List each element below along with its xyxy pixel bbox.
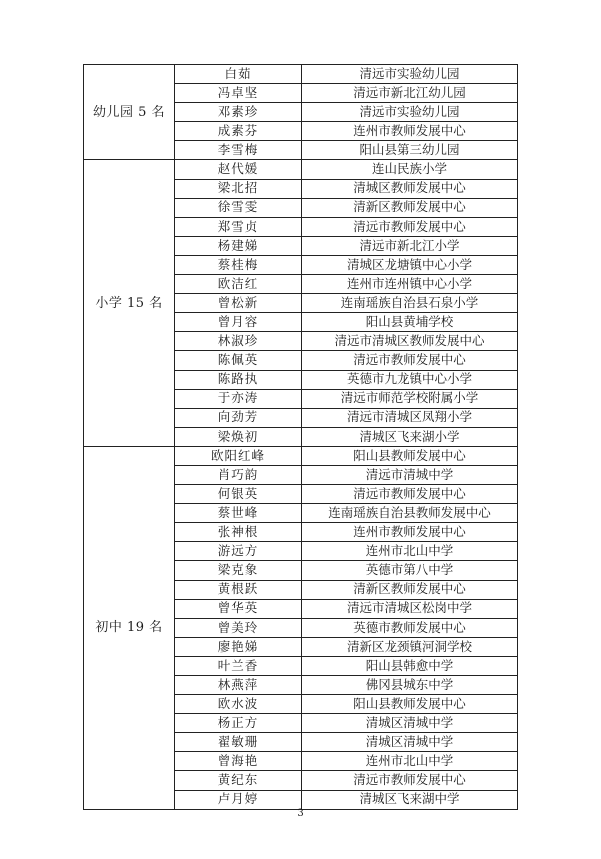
name-cell: 赵代媛 (175, 160, 302, 179)
organization-cell: 清远市清城区教师发展中心 (302, 332, 518, 351)
name-cell: 黄根跃 (175, 580, 302, 599)
organization-cell: 清城区清城中学 (302, 714, 518, 733)
table-row (84, 446, 518, 465)
name-cell: 曾海艳 (175, 752, 302, 771)
group-label-cell: 初中 19 名 (84, 446, 175, 809)
name-cell: 邓素珍 (175, 103, 302, 122)
organization-cell: 清城区清城中学 (302, 733, 518, 752)
name-cell: 于亦涛 (175, 389, 302, 408)
name-cell: 曾松新 (175, 294, 302, 313)
table-row (84, 65, 518, 84)
organization-cell: 清远市教师发展中心 (302, 351, 518, 370)
organization-cell: 佛冈县城东中学 (302, 676, 518, 695)
name-cell: 梁焕初 (175, 427, 302, 446)
organization-cell: 清新区教师发展中心 (302, 198, 518, 217)
organization-cell: 清城区龙塘镇中心小学 (302, 255, 518, 274)
name-cell: 欧洁红 (175, 275, 302, 294)
name-cell: 游远方 (175, 542, 302, 561)
organization-cell: 连州市北山中学 (302, 542, 518, 561)
name-cell: 杨正方 (175, 714, 302, 733)
name-cell: 杨建娣 (175, 236, 302, 255)
awardee-table-body (84, 65, 518, 810)
name-cell: 陈佩英 (175, 351, 302, 370)
name-cell: 廖艳娣 (175, 637, 302, 656)
organization-cell: 英德市九龙镇中心小学 (302, 370, 518, 389)
name-cell: 何银英 (175, 485, 302, 504)
organization-cell: 清城区飞来湖中学 (302, 790, 518, 809)
organization-cell: 阳山县第三幼儿园 (302, 141, 518, 160)
organization-cell: 清远市师范学校附属小学 (302, 389, 518, 408)
organization-cell: 清远市教师发展中心 (302, 771, 518, 790)
table-row (84, 160, 518, 179)
name-cell: 陈路执 (175, 370, 302, 389)
name-cell: 叶兰香 (175, 656, 302, 675)
organization-cell: 连州市北山中学 (302, 752, 518, 771)
organization-cell: 清远市清城区松岗中学 (302, 599, 518, 618)
organization-cell: 清城区飞来湖小学 (302, 427, 518, 446)
organization-cell: 阳山县教师发展中心 (302, 695, 518, 714)
group-label-cell: 幼儿园 5 名 (84, 65, 175, 160)
name-cell: 翟敏珊 (175, 733, 302, 752)
organization-cell: 清远市清城区凤翔小学 (302, 408, 518, 427)
name-cell: 蔡世峰 (175, 504, 302, 523)
name-cell: 徐雪雯 (175, 198, 302, 217)
name-cell: 林燕萍 (175, 676, 302, 695)
organization-cell: 阳山县黄埔学校 (302, 313, 518, 332)
organization-cell: 连山民族小学 (302, 160, 518, 179)
organization-cell: 连南瑶族自治县教师发展中心 (302, 504, 518, 523)
name-cell: 曾美玲 (175, 618, 302, 637)
name-cell: 曾月容 (175, 313, 302, 332)
name-cell: 冯卓坚 (175, 84, 302, 103)
organization-cell: 清远市新北江小学 (302, 236, 518, 255)
organization-cell: 连州市连州镇中心小学 (302, 275, 518, 294)
organization-cell: 阳山县教师发展中心 (302, 446, 518, 465)
organization-cell: 清远市实验幼儿园 (302, 103, 518, 122)
organization-cell: 清远市新北江幼儿园 (302, 84, 518, 103)
organization-cell: 清远市教师发展中心 (302, 485, 518, 504)
name-cell: 黄纪东 (175, 771, 302, 790)
awardee-table (83, 64, 518, 810)
name-cell: 白茹 (175, 65, 302, 84)
name-cell: 梁北招 (175, 179, 302, 198)
group-label-cell: 小学 15 名 (84, 160, 175, 446)
name-cell: 成素芬 (175, 122, 302, 141)
name-cell: 肖巧韵 (175, 465, 302, 484)
name-cell: 卢月婷 (175, 790, 302, 809)
organization-cell: 连南瑶族自治县石泉小学 (302, 294, 518, 313)
name-cell: 李雪梅 (175, 141, 302, 160)
organization-cell: 清新区教师发展中心 (302, 580, 518, 599)
name-cell: 向劲芳 (175, 408, 302, 427)
organization-cell: 英德市第八中学 (302, 561, 518, 580)
organization-cell: 英德市教师发展中心 (302, 618, 518, 637)
name-cell: 曾华英 (175, 599, 302, 618)
name-cell: 欧阳红峰 (175, 446, 302, 465)
name-cell: 郑雪贞 (175, 217, 302, 236)
organization-cell: 阳山县韩愈中学 (302, 656, 518, 675)
name-cell: 梁克象 (175, 561, 302, 580)
page-number: 3 (297, 808, 304, 819)
organization-cell: 清新区龙颈镇河洞学校 (302, 637, 518, 656)
name-cell: 欧水波 (175, 695, 302, 714)
organization-cell: 清远市清城中学 (302, 465, 518, 484)
organization-cell: 清远市教师发展中心 (302, 217, 518, 236)
organization-cell: 连州市教师发展中心 (302, 523, 518, 542)
name-cell: 蔡桂梅 (175, 255, 302, 274)
name-cell: 张神根 (175, 523, 302, 542)
organization-cell: 连州市教师发展中心 (302, 122, 518, 141)
organization-cell: 清远市实验幼儿园 (302, 65, 518, 84)
name-cell: 林淑珍 (175, 332, 302, 351)
organization-cell: 清城区教师发展中心 (302, 179, 518, 198)
